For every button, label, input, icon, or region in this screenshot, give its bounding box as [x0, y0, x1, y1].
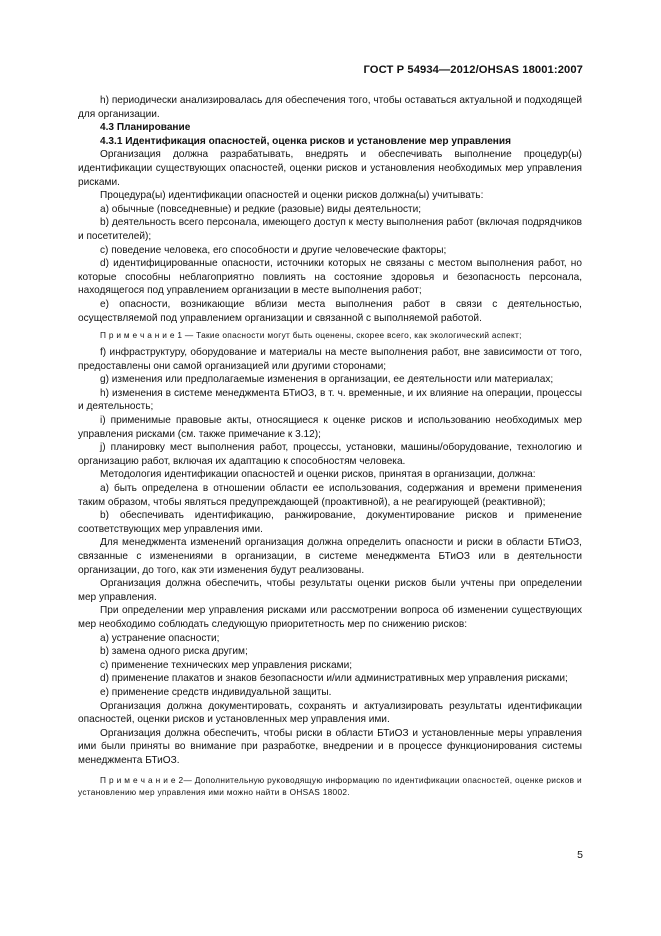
- list-item: a) обычные (повседневные) и редкие (разовые) виды деятельности;: [100, 203, 422, 215]
- paragraph: Методология идентификации опасностей и оценки рисков, принятая в организации, должна:: [100, 469, 536, 481]
- paragraph: Процедура(ы) идентификации опасностей и оценки рисков должна(ы) учитывать:: [100, 190, 484, 202]
- paragraph: Организация должна разрабатывать, внедрять и обеспечивать выполнение процедур(ы) идентификации существующих опасностей, оценки рисков и установления необходимых мер управления рисками.: [78, 149, 582, 188]
- list-item: c) применение технических мер управления рисками;: [100, 659, 353, 671]
- list-item: d) применение плакатов и знаков безопасности и/или административных мер управления рисками;: [100, 673, 568, 685]
- list-item: i) применимые правовые акты, относящиеся к оценке рисков и использованию необходимых мер управления рисками (см. также примечание к 3.12);: [78, 415, 582, 440]
- section-heading-4-3: 4.3 Планирование: [100, 122, 191, 134]
- list-item: a) устранение опасности;: [100, 632, 220, 644]
- section-heading-4-3-1: 4.3.1 Идентификация опасностей, оценка рисков и установление мер управления: [100, 135, 511, 147]
- list-item: j) планировку мест выполнения работ, процессы, установки, машины/оборудование, технологию и организацию работ, включая их адаптацию к способностям человека.: [78, 442, 582, 467]
- list-item: b) замена одного риска другим;: [100, 646, 248, 658]
- list-item: e) применение средств индивидуальной защиты.: [100, 686, 332, 698]
- list-item: h) изменения в системе менеджмента БТиОЗ, в т. ч. временные, и их влияние на операции, процессы и деятельность;: [78, 387, 582, 413]
- list-item: a) быть определена в отношении области ее использования, содержания и времени применения таким образом, чтобы являться предупреждающей (проактивной), а не реагирующей (реактивной);: [78, 483, 582, 508]
- paragraph: Организация должна обеспечить, чтобы риски в области БТиОЗ и установленные меры управления ими были приняты во внимание при разработке, внедрении и в процессе функционирования системы менеджмента БТиОЗ.: [78, 727, 582, 766]
- paragraph: Организация должна документировать, сохранять и актуализировать результаты идентификации опасностей, оценки рисков и установленных мер управления ими.: [78, 700, 582, 726]
- document-code-header: ГОСТ Р 54934—2012/OHSAS 18001:2007: [363, 64, 583, 76]
- list-item: f) инфраструктуру, оборудование и материалы на месте выполнения работ, вне зависимости от того, предоставлены они самой организацией или другими сторонами;: [78, 347, 582, 372]
- paragraph: При определении мер управления рисками или рассмотрении вопроса об изменении существующих мер необходимо соблюдать следующую приоритетность мер по снижению рисков:: [78, 605, 582, 630]
- list-item: c) поведение человека, его способности и другие человеческие факторы;: [100, 244, 447, 256]
- list-item: b) деятельность всего персонала, имеющего доступ к месту выполнения работ (включая подрядчиков и посетителей);: [78, 217, 582, 242]
- list-item: e) опасности, возникающие вблизи места выполнения работ в связи с деятельностью, осуществляемой под управлением организации и связанной с выполняемой работой.: [78, 298, 582, 324]
- note-2: П р и м е ч а н и е 2— Дополнительную руководящую информацию по идентификации опасностей, оценке рисков и установлению мер управления ими можно найти в OHSAS 18002.: [78, 774, 582, 797]
- list-item: b) обеспечивать идентификацию, ранжирование, документирование рисков и применение соответствующих мер управления ими.: [78, 510, 582, 535]
- note-1: П р и м е ч а н и е 1 — Такие опасности могут быть оценены, скорее всего, как экологический аспект;: [100, 330, 522, 341]
- paragraph: Организация должна обеспечить, чтобы результаты оценки рисков были учтены при определении мер управления.: [78, 578, 582, 603]
- paragraph: Для менеджмента изменений организация должна определить опасности и риски в области БТиОЗ, связанные с изменениями в организации, в системе менеджмента БТиОЗ или в деятельности организации, до того, как эти изменения будут реализованы.: [78, 537, 582, 576]
- intro-paragraph: h) периодически анализировалась для обеспечения того, чтобы оставаться актуальной и подходящей для организации.: [78, 95, 582, 120]
- page-number: 5: [577, 849, 583, 861]
- list-item: d) идентифицированные опасности, источники которых не связаны с местом выполнения работ, но которые способны неблагоприятно повлиять на состояние здоровья и безопасность персонала, находящегося под управлением организации в месте выполнения работ;: [78, 258, 582, 297]
- document-body: [78, 94, 582, 803]
- list-item: g) изменения или предполагаемые изменения в организации, ее деятельности или материалах;: [100, 374, 554, 386]
